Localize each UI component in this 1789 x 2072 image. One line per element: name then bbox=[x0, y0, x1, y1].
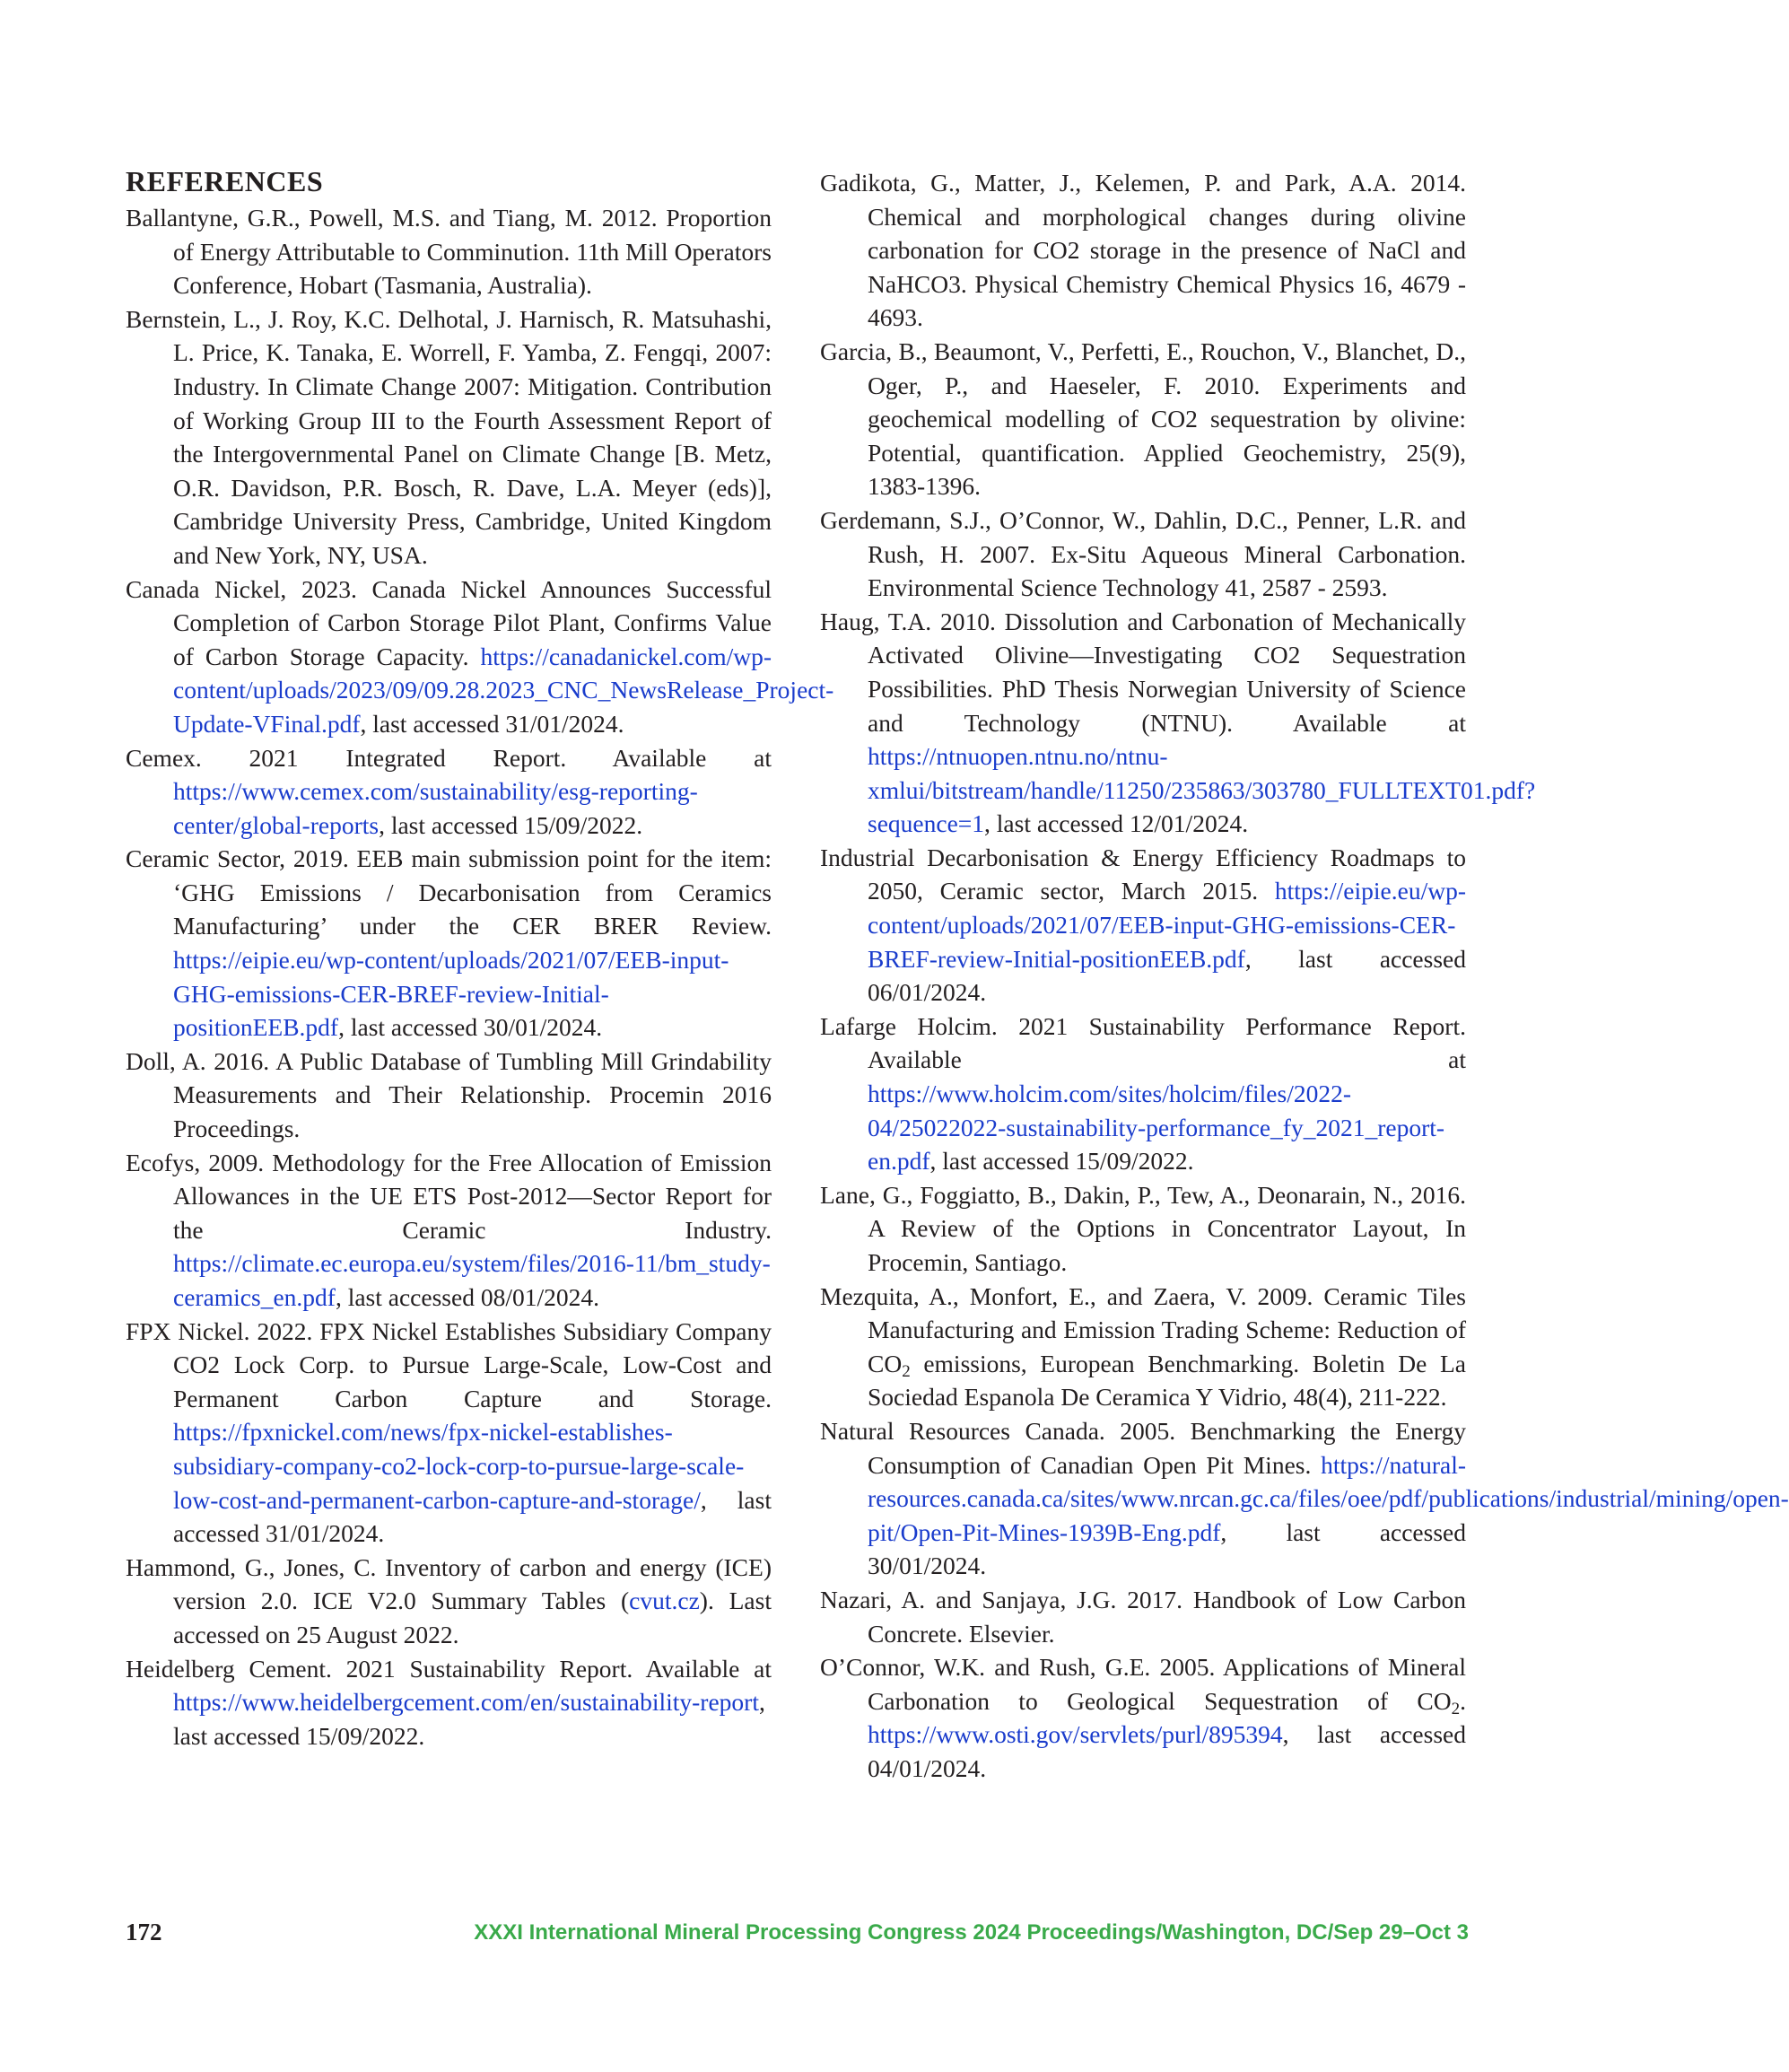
reference-text: Nazari, A. and Sanjaya, J.G. 2017. Handbook of Low Carbon Concrete. Elsevier. bbox=[820, 1585, 1466, 1648]
subscript: 2 bbox=[1451, 1699, 1461, 1718]
reference-link[interactable]: cvut.cz bbox=[629, 1587, 700, 1615]
reference-text: Doll, A. 2016. A Public Database of Tumbling Mill Grindability Measurements and Their Relationship. Procemin 2016 Proceedings. bbox=[126, 1046, 772, 1143]
reference-text: Heidelberg Cement. 2021 Sustainability Report. Available at bbox=[126, 1654, 772, 1683]
reference-link[interactable]: https://eipie.eu/wp-content/uploads/2021/07/EEB-input-GHG-emissions-CER-BREF-review-Initial-positionEEB.pdf bbox=[868, 877, 1466, 973]
subscript: 2 bbox=[902, 1361, 911, 1381]
reference-text: Ballantyne, G.R., Powell, M.S. and Tiang, M. 2012. Proportion of Energy Attributable to Comminution. 11th Mill Operators Conference, Hobart (Tasmania, Australia). bbox=[126, 204, 772, 300]
reference-entry bbox=[820, 335, 1466, 503]
reference-entry bbox=[820, 166, 1466, 335]
reference-text-after: , last accessed 30/01/2024. bbox=[338, 1013, 603, 1042]
left-reference-list bbox=[126, 201, 834, 1753]
reference-text-after: . bbox=[1460, 1686, 1466, 1715]
reference-link[interactable]: https://www.cemex.com/sustainability/esg-reporting-center/global-reports bbox=[173, 777, 698, 839]
reference-link[interactable]: https://www.holcim.com/sites/holcim/files/2022-04/25022022-sustainability-performance_fy_2021_report-en.pdf bbox=[868, 1080, 1445, 1176]
right-reference-list bbox=[820, 166, 1789, 1786]
reference-text-after: , last accessed 08/01/2024. bbox=[335, 1283, 599, 1311]
reference-link[interactable]: https://www.osti.gov/servlets/purl/895394 bbox=[868, 1720, 1283, 1749]
reference-text-after: , last accessed 06/01/2024. bbox=[868, 944, 1466, 1007]
reference-entry bbox=[126, 1315, 772, 1551]
reference-text: Ecofys, 2009. Methodology for the Free Allocation of Emission Allowances in the UE ETS Post-2012—Sector Report for the Ceramic Industry. bbox=[126, 1148, 772, 1244]
reference-entry bbox=[820, 1280, 1466, 1414]
reference-entry bbox=[126, 201, 772, 302]
reference-text: Lafarge Holcim. 2021 Sustainability Performance Report. Available at bbox=[820, 1011, 1466, 1074]
reference-text: Gadikota, G., Matter, J., Kelemen, P. and Park, A.A. 2014. Chemical and morphological changes during olivine carbonation for CO2 storage in the presence of NaCl and NaHCO3. Physical Chemistry Chemical Physics 16, 4679 - 4693. bbox=[820, 169, 1466, 332]
reference-text-after: , last accessed 31/01/2024. bbox=[173, 1485, 772, 1548]
reference-text: Lane, G., Foggiatto, B., Dakin, P., Tew, A., Deonarain, N., 2016. A Review of the Options in Concentrator Layout, In Procemin, Santiago. bbox=[820, 1180, 1466, 1276]
reference-entry bbox=[820, 1178, 1466, 1280]
right-column bbox=[820, 166, 1789, 1786]
reference-text: FPX Nickel. 2022. FPX Nickel Establishes Subsidiary Company CO2 Lock Corp. to Pursue Large-Scale, Low-Cost and Permanent Carbon Capture and Storage. bbox=[126, 1316, 772, 1412]
reference-entry bbox=[820, 1414, 1789, 1583]
reference-link[interactable]: https://natural-resources.canada.ca/sites/www.nrcan.gc.ca/files/oee/pdf/publications/industrial/mining/open-pit/Open-Pit-Mines-1939B-Eng.pdf bbox=[868, 1450, 1789, 1546]
conference-title: XXXI International Mineral Processing Congress 2024 Proceedings/Washington, DC/Sep 29–Oct 3 bbox=[474, 1920, 1469, 1945]
reference-text-after: , last accessed 30/01/2024. bbox=[868, 1517, 1466, 1580]
reference-entry bbox=[126, 1551, 772, 1652]
reference-text-after: emissions, European Benchmarking. Boletin De La Sociedad Espanola De Ceramica Y Vidrio, 48(4), 211-222. bbox=[868, 1349, 1466, 1412]
reference-text: O’Connor, W.K. and Rush, G.E. 2005. Applications of Mineral Carbonation to Geological Sequestration of CO bbox=[820, 1653, 1466, 1715]
page-number: 172 bbox=[126, 1919, 162, 1945]
reference-entry bbox=[820, 1650, 1466, 1785]
reference-entry bbox=[126, 573, 834, 741]
left-column bbox=[126, 163, 834, 1753]
reference-entry bbox=[820, 605, 1536, 841]
reference-link[interactable]: https://fpxnickel.com/news/fpx-nickel-establishes-subsidiary-company-co2-lock-corp-to-pursue-large-scale-low-cost-and-permanent-carbon-capture-and-storage/ bbox=[173, 1418, 745, 1514]
reference-text-after: , last accessed 31/01/2024. bbox=[360, 709, 624, 738]
reference-entry bbox=[126, 1146, 772, 1315]
reference-entry bbox=[126, 1045, 772, 1146]
reference-link[interactable]: https://ntnuopen.ntnu.no/ntnu-xmlui/bitstream/handle/11250/235863/303780_FULLTEXT01.pdf?sequence=1 bbox=[868, 742, 1536, 838]
reference-text-after: , last accessed 15/09/2022. bbox=[379, 810, 643, 839]
reference-entry bbox=[126, 741, 772, 843]
reference-text: Garcia, B., Beaumont, V., Perfetti, E., Rouchon, V., Blanchet, D., Oger, P., and Haeseler, F. 2010. Experiments and geochemical modelling of CO2 sequestration by olivine: Potential, quantification. Applied Geochemistry, 25(9), 1383-1396. bbox=[820, 337, 1466, 501]
reference-link[interactable]: https://canadanickel.com/wp-content/uploads/2023/09/09.28.2023_CNC_NewsRelease_Project-Update-VFinal.pdf bbox=[173, 642, 834, 738]
reference-entry bbox=[820, 1583, 1466, 1650]
reference-text: Hammond, G., Jones, C. Inventory of carbon and energy (ICE) version 2.0. ICE V2.0 Summary Tables ( bbox=[126, 1552, 772, 1615]
reference-text-after: , last accessed 04/01/2024. bbox=[868, 1720, 1466, 1782]
reference-entry bbox=[820, 1010, 1466, 1178]
reference-text: Natural Resources Canada. 2005. Benchmarking the Energy Consumption of Canadian Open Pit Mines. bbox=[820, 1416, 1466, 1479]
reference-text-after: , last accessed 15/09/2022. bbox=[929, 1147, 1194, 1176]
reference-text-after: , last accessed 12/01/2024. bbox=[984, 809, 1249, 838]
reference-link[interactable]: https://www.heidelbergcement.com/en/sustainability-report bbox=[173, 1688, 759, 1717]
reference-text: Gerdemann, S.J., O’Connor, W., Dahlin, D.C., Penner, L.R. and Rush, H. 2007. Ex-Situ Aqueous Mineral Carbonation. Environmental Science Technology 41, 2587 - 2593. bbox=[820, 505, 1466, 602]
page-footer bbox=[126, 1919, 1469, 1954]
reference-text-after: ). Last accessed on 25 August 2022. bbox=[173, 1587, 772, 1648]
reference-link[interactable]: https://eipie.eu/wp-content/uploads/2021/07/EEB-input-GHG-emissions-CER-BREF-review-Initial-positionEEB.pdf bbox=[173, 946, 729, 1042]
reference-text: Canada Nickel, 2023. Canada Nickel Announces Successful Completion of Carbon Storage Pilot Plant, Confirms Value of Carbon Storage Capacity. bbox=[126, 574, 772, 670]
reference-text-after: , last accessed 15/09/2022. bbox=[173, 1688, 765, 1750]
reference-text: Ceramic Sector, 2019. EEB main submission point for the item: ‘GHG Emissions / Decarbonisation from Ceramics Manufacturing’ under the CER BRER Review. bbox=[126, 844, 772, 940]
reference-entry bbox=[126, 842, 772, 1045]
reference-entry bbox=[820, 503, 1466, 605]
reference-link[interactable]: https://climate.ec.europa.eu/system/files/2016-11/bm_study-ceramics_en.pdf bbox=[173, 1249, 771, 1311]
reference-entry bbox=[820, 841, 1466, 1010]
reference-text: Industrial Decarbonisation & Energy Efficiency Roadmaps to 2050, Ceramic sector, March 2015. bbox=[820, 843, 1466, 905]
reference-entry bbox=[126, 1652, 772, 1753]
reference-text: Mezquita, A., Monfort, E., and Zaera, V. 2009. Ceramic Tiles Manufacturing and Emission Trading Scheme: Reduction of CO bbox=[820, 1281, 1466, 1377]
reference-text: Cemex. 2021 Integrated Report. Available at bbox=[126, 743, 772, 772]
reference-text: Bernstein, L., J. Roy, K.C. Delhotal, J. Harnisch, R. Matsuhashi, L. Price, K. Tanaka, E. Worrell, F. Yamba, Z. Fengqi, 2007: Industry. In Climate Change 2007: Mitigation. Contribution of Working Group III to the Fourth Assessment Report of the Intergovernmental Panel on Climate Change [B. Metz, O.R. Davidson, P.R. Bosch, R. Dave, L.A. Meyer (eds)], Cambridge University Press, Cambridge, United Kingdom and New York, NY, USA. bbox=[126, 304, 772, 569]
reference-entry bbox=[126, 302, 772, 573]
reference-text: Haug, T.A. 2010. Dissolution and Carbonation of Mechanically Activated Olivine—Investigating CO2 Sequestration Possibilities. PhD Thesis Norwegian University of Science and Technology (NTNU). Available at bbox=[820, 607, 1466, 737]
references-heading: REFERENCES bbox=[126, 165, 324, 197]
